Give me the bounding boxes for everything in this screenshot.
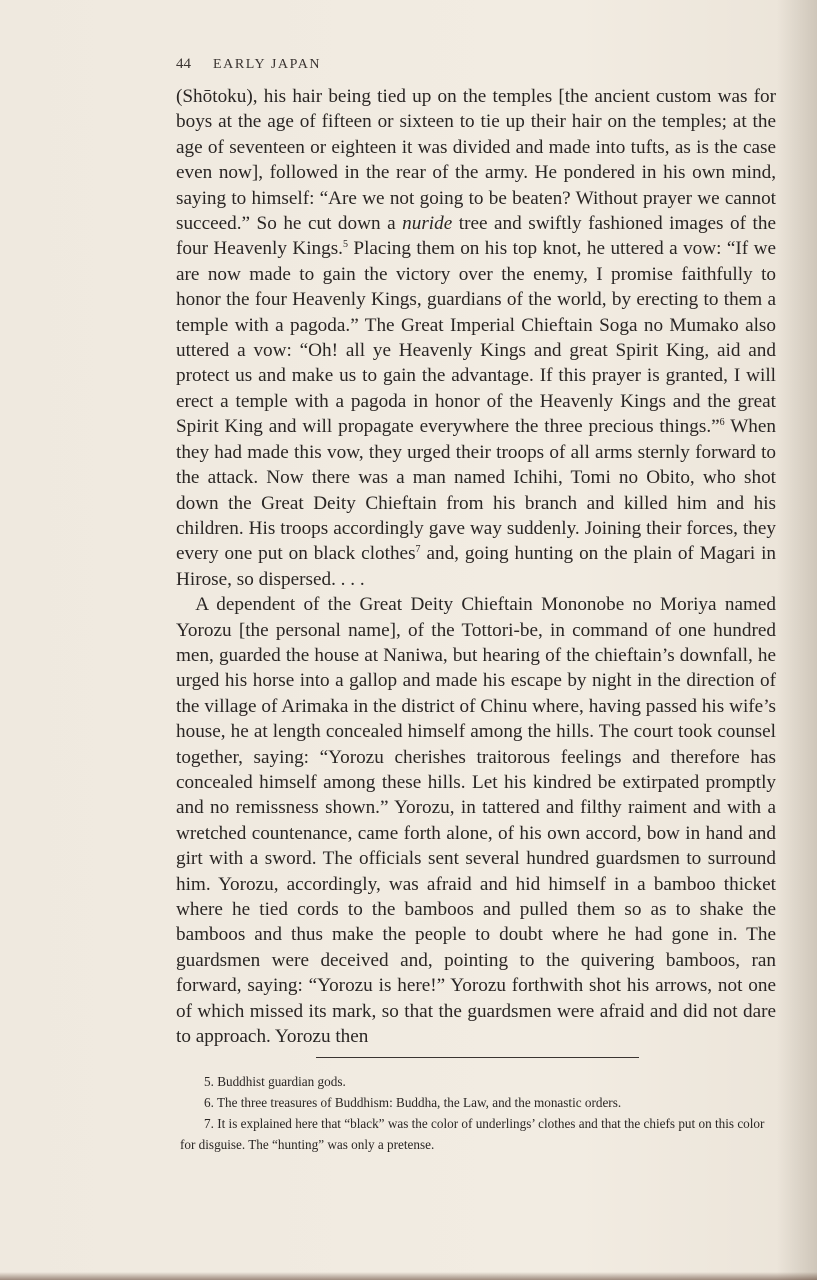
footnote-ref-5: 5: [342, 239, 348, 251]
footnotes: [180, 1071, 780, 1155]
paragraph-1-text-c: Placing them on his top knot, he uttered a vow: “If we are now made to gain the victory over the enemy, I promise faithfully to honor the four Heavenly Kings, guardians of the world, by erecting to them a temple with a pagoda.” The Great Imperial Chieftain Soga no Mumako also uttered a vow: “Oh! all ye Heavenly Kings and great Spirit King, aid and protect us and make us to gain the advantage. If this prayer is granted, I will erect a temple with a pagoda in honor of the Heavenly Kings and the great Spirit King and will propagate everywhere the three precious things.”: [176, 238, 776, 438]
paragraph-1-text-d: When they had made this vow, they urged their troops of all arms sternly forward to the attack. Now there was a man named Ichihi, Tomi no Obito, who shot down the Great Deity Chieftain from his branch and killed him and his children. His troops accordingly gave way suddenly. Joining their forces, they every one put on black clothes: [176, 416, 777, 565]
body-text: [176, 84, 776, 1049]
italic-term-nuride: nuride: [402, 213, 453, 235]
paragraph-1-text-e: and, going hunting on the plain of Magari in Hirose, so dispersed. . . .: [176, 543, 777, 590]
page-edge-shadow: [777, 0, 817, 1280]
running-header: [176, 56, 321, 73]
footnote-5: 5. Buddhist guardian gods.: [204, 1074, 346, 1089]
page-number: 44: [176, 56, 191, 72]
paragraph-1: [176, 84, 776, 592]
page-bottom-edge: [0, 1272, 817, 1280]
footnote-6: 6. The three treasures of Buddhism: Buddha, the Law, and the monastic orders.: [204, 1095, 622, 1110]
paragraph-1-text-b: tree and swiftly fashioned images of the four Heavenly Kings.: [176, 213, 776, 260]
paragraph-1-text-a: (Shōtoku), his hair being tied up on the temples [the ancient custom was for boys at the age of fifteen or sixteen to tie up their hair on the temples; at the age of seventeen or eighteen it was divided and made into tufts, as is the case even now], followed in the rear of the army. He pondered in his own mind, saying to himself: “Are we not going to be beaten? Without prayer we cannot succeed.” So he cut down a: [176, 86, 776, 235]
footnote-ref-7: 7: [415, 544, 421, 556]
footnote-rule: [316, 1057, 639, 1058]
footnote-ref-6: 6: [719, 417, 725, 429]
footnote-7: 7. It is explained here that “black” was the color of underlings’ clothes and that the chiefs put on this color for disguise. The “hunting” was only a pretense.: [180, 1116, 765, 1152]
paragraph-2: A dependent of the Great Deity Chieftain Mononobe no Moriya named Yorozu [the personal name], of the Tottori-be, in command of one hundred men, guarded the house at Naniwa, but hearing of the chieftain’s downfall, he urged his horse into a gallop and made his escape by night in the direction of the village of Arimaka in the district of Chinu where, having passed his wife’s house, he at length concealed himself among the hills. The court took counsel together, saying: “Yorozu cherishes traitorous feelings and therefore has concealed himself among these hills. Let his kindred be extirpated promptly and no remissness shown.” Yorozu, in tattered and filthy raiment and with a wretched countenance, came forth alone, of his own accord, bow in hand and girt with a sword. The officials sent several hundred guardsmen to surround him. Yorozu, accordingly, was afraid and hid himself in a bamboo thicket where he tied cords to the bamboos and pulled them so as to shake the bamboos and thus make the people to doubt where he had gone in. The guardsmen were deceived and, pointing to the quivering bamboos, ran forward, saying: “Yorozu is here!” Yorozu forthwith shot his arrows, not one of which missed its mark, so that the guardsmen were afraid and did not dare to approach. Yorozu then: [176, 594, 776, 1048]
running-title: EARLY JAPAN: [213, 57, 322, 72]
